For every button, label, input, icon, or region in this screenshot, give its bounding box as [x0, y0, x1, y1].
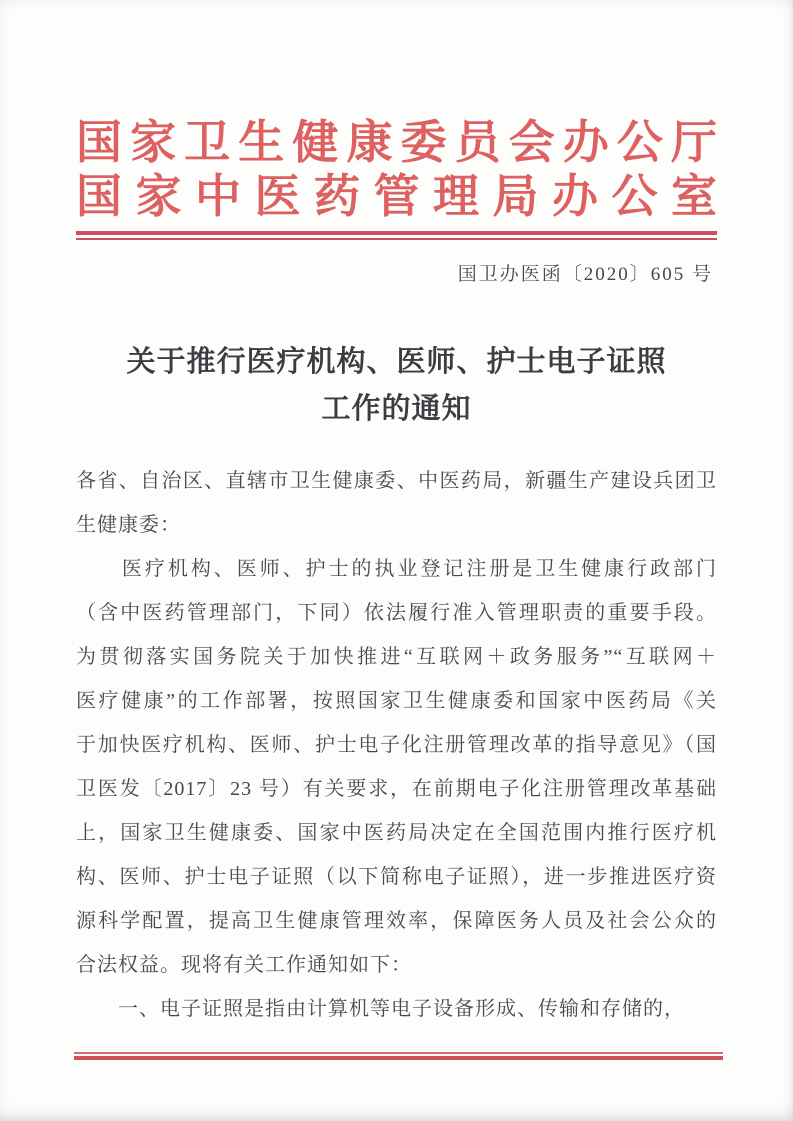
salutation-line-1: 各省、自治区、直辖市卫生健康委、中医药局，新疆生产建设兵团卫 — [76, 470, 717, 492]
body-line-8: 构、医师、护士电子证照（以下简称电子证照），进一步推进医疗资 — [76, 866, 717, 888]
document-title — [76, 339, 717, 433]
document-number: 国卫办医函〔2020〕605 号 — [457, 264, 713, 285]
issuing-org-line-1: 国家卫生健康委员会办公厅 — [76, 117, 717, 168]
document-body — [76, 459, 717, 1031]
body-line-4: 医疗健康”的工作部署，按照国家卫生健康委和国家中医药局《关 — [76, 690, 717, 712]
body-line-5: 于加快医疗机构、医师、护士电子化注册管理改革的指导意见》（国 — [76, 734, 717, 756]
header-divider — [76, 231, 717, 240]
footer-divider — [74, 1052, 723, 1060]
body-line-6: 卫医发〔2017〕23 号）有关要求，在前期电子化注册管理改革基础 — [76, 778, 717, 800]
body-line-7: 上，国家卫生健康委、国家中医药局决定在全国范围内推行医疗机 — [76, 822, 717, 844]
letterhead — [76, 116, 717, 240]
document-title-line-1: 关于推行医疗机构、医师、护士电子证照 — [126, 346, 667, 378]
body-line-11: 一、电子证照是指由计算机等电子设备形成、传输和存储的， — [76, 998, 685, 1020]
document-title-line-2: 工作的通知 — [321, 393, 472, 425]
footer-divider-thick-line — [74, 1056, 723, 1060]
salutation-line-2: 生健康委： — [76, 514, 181, 536]
body-line-9: 源科学配置，提高卫生健康管理效率，保障医务人员及社会公众的 — [76, 910, 717, 932]
body-line-2: （含中医药管理部门，下同）依法履行准入管理职责的重要手段。 — [76, 602, 717, 624]
header-divider-thin-line — [76, 238, 717, 240]
header-divider-thick-line — [76, 231, 717, 235]
footer-divider-thin-line — [74, 1052, 723, 1054]
body-line-10: 合法权益。现将有关工作通知如下： — [76, 954, 412, 976]
issuing-org-line-2: 国家中医药管理局办公室 — [76, 171, 717, 222]
body-line-3: 为贯彻落实国务院关于加快推进“互联网＋政务服务”“互联网＋ — [76, 646, 717, 668]
body-line-1: 医疗机构、医师、护士的执业登记注册是卫生健康行政部门 — [76, 558, 717, 580]
